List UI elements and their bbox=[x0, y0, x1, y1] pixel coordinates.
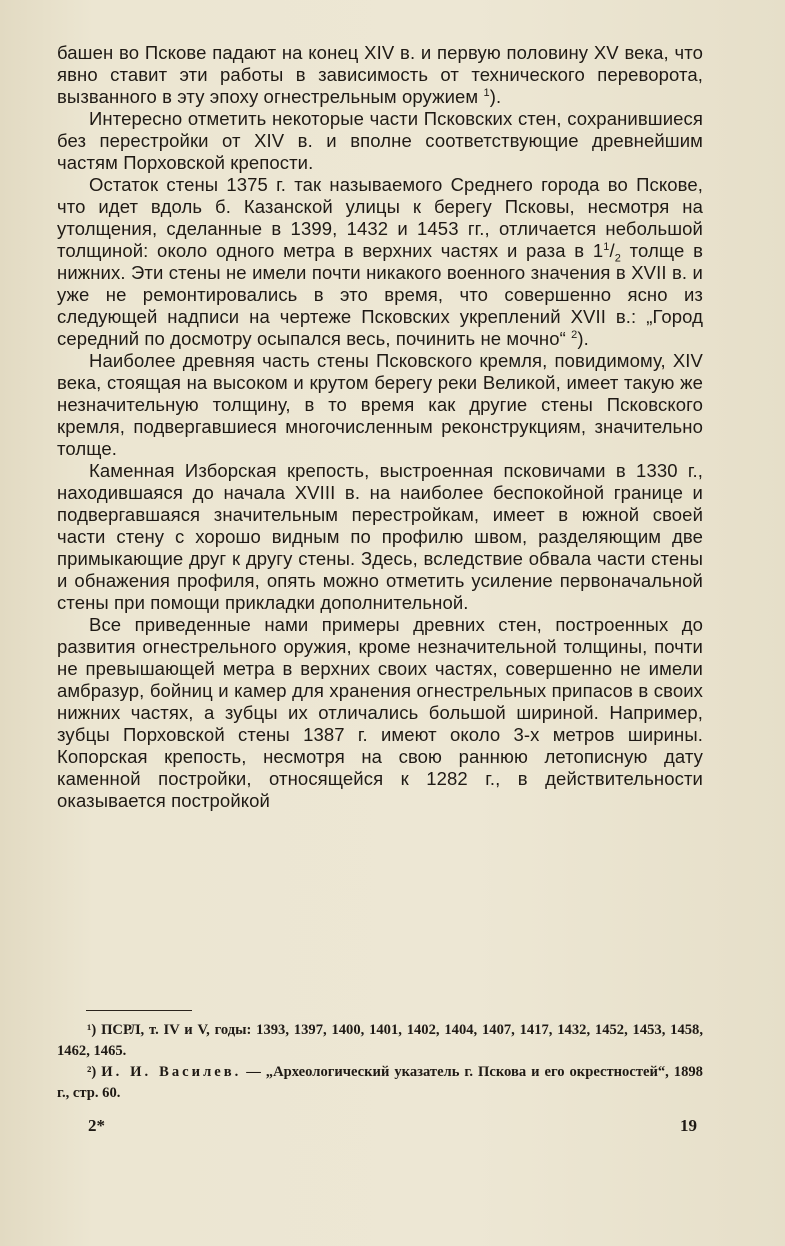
paragraph-2: Интересно отметить некоторые части Псковских стен, сохранившиеся без перестройки от XIV в. и вполне соответствующие древнейшим частям Порховской крепости. bbox=[57, 108, 703, 173]
printer-signature: 2* bbox=[88, 1116, 105, 1135]
main-text bbox=[57, 42, 703, 812]
page-number: 19 bbox=[680, 1116, 697, 1135]
fraction-numerator: 1 bbox=[603, 240, 610, 253]
paragraph-text-cont: толще в нижних. Эти стены не имели почти никакого военного значения в XVII в. и уже не ремонтировались в это время, что совершенно ясно из следующей надписи на чертеже Псковских укреплений XVII в.: „Город середний по досмотру осыпался весь, починить не мочно“ bbox=[57, 240, 704, 349]
footnote-mark: ²) bbox=[87, 1064, 97, 1080]
paragraph-tail: ). bbox=[577, 328, 589, 349]
footnote-1 bbox=[57, 1020, 703, 1062]
paragraph-1 bbox=[57, 42, 703, 108]
footnote-2 bbox=[57, 1062, 703, 1104]
footnote-ref-2[interactable]: 2 bbox=[571, 328, 578, 341]
paragraph-3 bbox=[57, 174, 703, 350]
footnote-ref-1[interactable]: 1 bbox=[483, 86, 490, 99]
footnote-divider bbox=[86, 1010, 192, 1011]
paragraph-text: Остаток стены 1375 г. так называемого Среднего города во Пскове, что идет вдоль б. Казанской улицы к берегу Псковы, несмотря на утолщения, сделанные в 1399, 1432 и 1453 гг., отличается небольшой толщиной: около одного метра в верхних частях и раза в 1 bbox=[57, 174, 703, 261]
footnote-author: И. И. Василев. bbox=[101, 1064, 242, 1080]
paragraph-5: Каменная Изборская крепость, выстроенная псковичами в 1330 г., находившаяся до начала XVIII в. на наиболее беспокойной границе и подвергавшаяся значительным перестройкам, имеет в южной своей части стену с хорошо видным по профилю швом, разделяющим две примыкающие друг к другу стены. Здесь, вследствие обвала части стены и обнажения профиля, опять можно отметить усиление первоначальной стены при помощи прикладки дополнительной. bbox=[57, 460, 703, 613]
paragraph-4: Наиболее древняя часть стены Псковского кремля, повидимому, XIV века, стоящая на высоком и крутом берегу реки Великой, имеет такую же незначительную толщину, в то время как другие стены Псковского кремля, подвергавшиеся многочисленным реконструкциям, значительно толще. bbox=[57, 350, 703, 459]
paragraph-text: башен во Пскове падают на конец XIV в. и первую половину XV века, что явно ставит эти работы в зависимость от технического переворота, вызванного в эту эпоху огнестрельным оружием bbox=[57, 42, 703, 107]
paragraph-6: Все приведенные нами примеры древних стен, построенных до развития огнестрельного оружия, кроме незначительной толщины, почти не превышающей метра в верхних своих частях, совершенно не имели амбразур, бойниц и камер для хранения огнестрельных припасов в своих нижних частях, а зубцы их отличались большой шириной. Например, зубцы Порховской стены 1387 г. имеют около 3-х метров ширины. Копорская крепость, несмотря на свою раннюю летописную дату каменной постройки, относящейся к 1282 г., в действительности оказывается постройкой bbox=[57, 614, 703, 811]
footnote-text: ПСРЛ, т. IV и V, годы: 1393, 1397, 1400, 1401, 1402, 1404, 1407, 1417, 1432, 1452, 1453, 1458, 1462, 1465. bbox=[57, 1022, 704, 1059]
fraction-slash: / bbox=[609, 240, 615, 261]
footnotes bbox=[57, 1020, 703, 1104]
footnote-text: — „Археологический указатель г. Пскова и его окрестностей“, 1898 г., стр. 60. bbox=[57, 1064, 703, 1101]
footnote-mark: ¹) bbox=[87, 1022, 97, 1038]
fraction-denominator: 2 bbox=[614, 252, 621, 265]
paragraph-tail: ). bbox=[489, 86, 502, 107]
